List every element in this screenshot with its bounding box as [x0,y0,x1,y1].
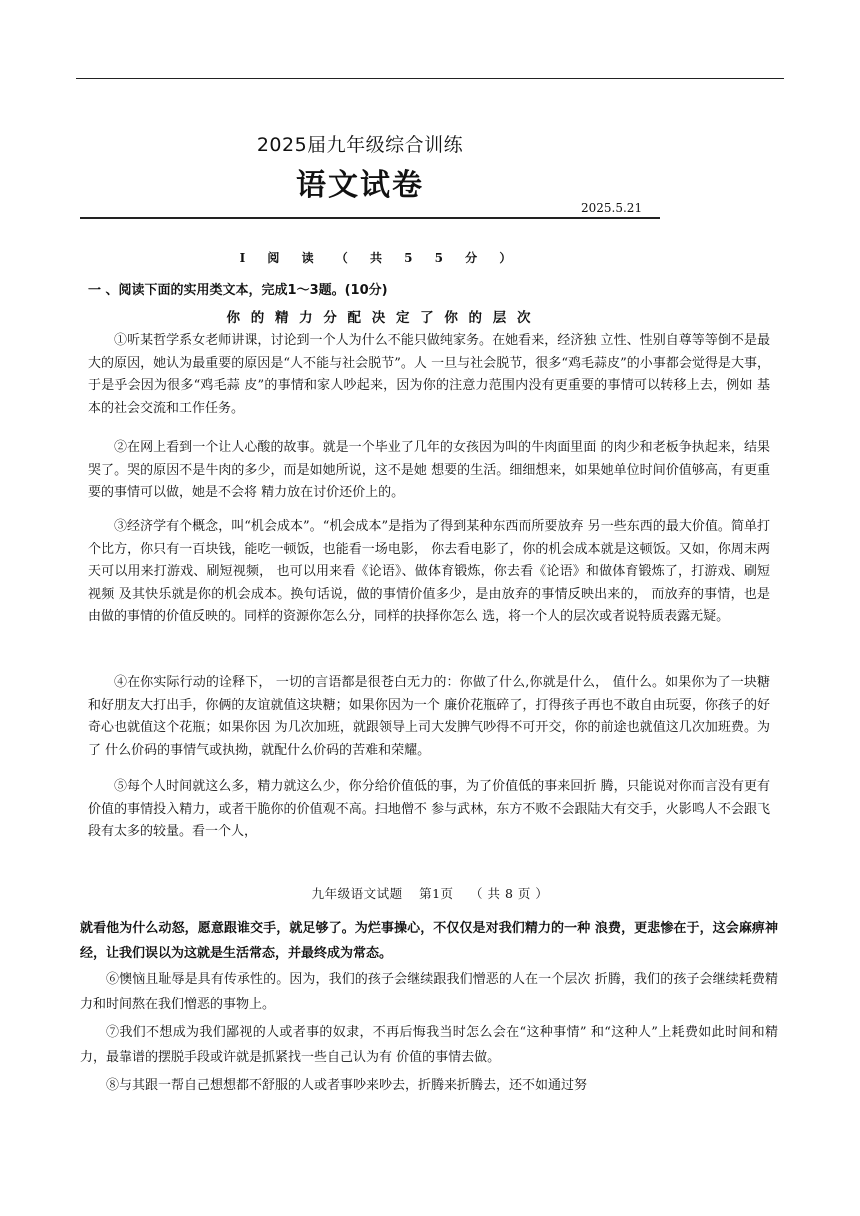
question-heading: 一 、阅读下面的实用类文本，完成1～3题。(10分) [88,283,388,298]
paragraph-7: ⑦我们不想成为我们鄙视的人或者事的奴隶，不再后悔我当时怎么会在“这种事情” 和“这种人”上耗费如此时间和精力，最靠谱的摆脱手段或许就是抓紧找一些自己认为有 价值的事情去做。 [80,1025,778,1065]
footer-exam-name: 九年级语文试题 [311,886,403,901]
paragraph-1: ①听某哲学系女老师讲课，讨论到一个人为什么不能只做纯家务。在她看来，经济独 立性、性别自尊等等倒不是最大的原因，她认为最重要的原因是“人不能与社会脱节”。人 一旦与社会脱节，很多“鸡毛蒜皮”的小事都会觉得是大事，于是乎会因为很多“鸡毛蒜 皮”的事情和家人吵起来，因为你的注意力范围内没有更重要的事情可以转移上去，例如 基本的社会交流和工作任务。 [88,333,770,416]
paragraph-4: ④在你实际行动的诠释下， 一切的言语都是很苍白无力的：你做了什么,你就是什么， 值什么。如果你为了一块糖和好朋友大打出手，你俩的友谊就值这块糖；如果你因为一个 廉价花瓶碎了，打得孩子再也不敢自由玩耍，你孩子的好奇心也就值这个花瓶；如果你因 为几次加班，就跟领导上司大发脾气吵得不可开交，你的前途也就值这几次加班费。为了 什么价码的事情气或执拗，就配什么价码的苦难和荣耀。 [88,675,770,758]
paragraph-5-continued: 就看他为什么动怒，愿意跟谁交手，就足够了。为烂事操心，不仅仅是对我们精力的一种 浪费，更悲惨在于，这会麻痹神经，让我们误以为这就是生活常态，并最终成为常态。 [80,921,778,961]
title-rule [80,217,660,219]
section-title: I 阅 读 （ 共 5 5 分 ） [239,251,521,265]
top-rule [76,78,784,79]
paragraph-5: ⑤每个人时间就这么多，精力就这么少，你分给价值低的事，为了价值低的事来回折 腾，只能说对你而言没有更有价值的事情投入精力，或者干脆你的价值观不高。扫地僧不 参与武林，东方不败不会跟陆大有交手，火影鸣人不会跟飞段有太多的较量。看一个人， [88,779,770,839]
exam-date: 2025.5.21 [581,201,643,215]
footer-total-pages: （ 共 8 页 ） [470,886,549,901]
footer-page-number: 第1页 [419,886,454,901]
exam-title: 语文试卷 [296,168,424,203]
page-footer [0,884,860,902]
article-title: 你 的 精 力 分 配 决 定 了 你 的 层 次 [226,310,534,326]
exam-subtitle: 2025届九年级综合训练 [256,134,464,156]
paragraph-2: ②在网上看到一个让人心酸的故事。就是一个毕业了几年的女孩因为叫的牛肉面里面 的肉少和老板争执起来，结果哭了。哭的原因不是牛肉的多少，而是如她所说，这不是她 想要的生活。细细想来，如果她单位时间价值够高，有更重要的事情可以做，她是不会将 精力放在讨价还价上的。 [88,440,770,500]
paragraph-8: ⑧与其跟一帮自己想想都不舒服的人或者事吵来吵去，折腾来折腾去，还不如通过努 [106,1078,588,1093]
paragraph-3: ③经济学有个概念，叫“机会成本”。“机会成本”是指为了得到某种东西而所要放弃 另一些东西的最大价值。简单打个比方，你只有一百块钱，能吃一顿饭，也能看一场电影， 你去看电影了，你的机会成本就是这顿饭。又如，你周末两天可以用来打游戏、刷短视频， 也可以用来看《论语》、做体育锻炼，你去看《论语》和做体育锻炼了，打游戏、刷短视频 及其快乐就是你的机会成本。换句话说，做的事情价值多少，是由放弃的事情反映出来的， 而放弃的事情，也是由做的事情的价值反映的。同样的资源你怎么分，同样的抉择你怎么 选，将一个人的层次或者说特质表露无疑。 [88,519,770,624]
paragraph-6: ⑥懊恼且耻辱是具有传承性的。因为，我们的孩子会继续跟我们憎恶的人在一个层次 折腾，我们的孩子会继续耗费精力和时间熬在我们憎恶的事物上。 [80,972,778,1012]
